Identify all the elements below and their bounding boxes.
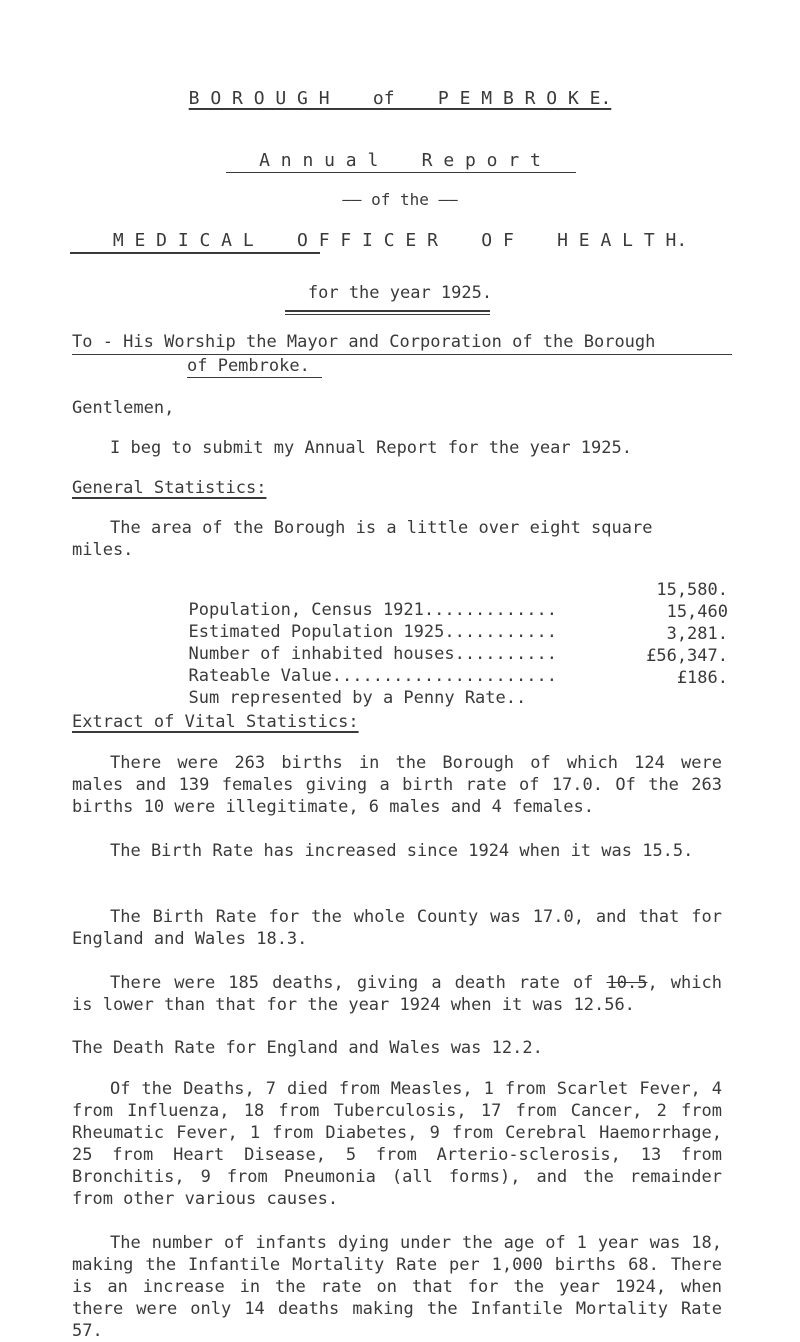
area-text: The area of the Borough is a little over eight square [110,518,653,538]
england-death-rate: The Death Rate for England and Wales was 12.2. [72,1038,543,1058]
year-underline-2 [285,314,490,315]
county-birth-rate-paragraph: The Birth Rate for the whole County was 17.0, and that for England and Wales 18.3. [72,907,722,949]
of-the-line: —— of the —— [342,190,458,209]
medical-officer-title: M E D I C A L O F F I C E R O F H E A L T H. [112,230,688,251]
birth-rate-increase-paragraph: The Birth Rate has increased since 1924 when it was 15.5. [110,841,694,861]
address-underline [72,354,732,355]
address-line-1: To - His Worship the Mayor and Corporation of the Borough [72,332,656,352]
births-paragraph: There were 263 births in the Borough of which 124 were males and 139 females giving a birth rate of 17.0. Of the 263 births 10 were illegitimate, 6 males and 4 females. [72,753,722,817]
stat-value: £186. [676,668,728,688]
year-line: for the year 1925. [307,283,493,303]
title-underline [226,172,576,173]
stat-value: £56,347. [646,646,728,666]
intro-text: I beg to submit my Annual Report for the year 1925. [110,438,632,458]
stat-label: Sum represented by a Penny Rate.. [188,688,527,708]
stat-value: 15,580. [656,580,728,600]
address-line-2: of Pembroke. [187,356,310,376]
area-text-2: miles. [72,540,134,560]
vital-statistics-heading: Extract of Vital Statistics: [72,712,359,732]
annual-report-title: A n n u a l R e p o r t [259,150,541,171]
causes-of-death-paragraph: Of the Deaths, 7 died from Measles, 1 from Scarlet Fever, 4 from Influenza, 18 from Tuberculosis, 17 from Cancer, 2 from Rheumatic Fever, 1 from Diabetes, 9 from Cerebral Haemorrhage, 25 from Heart Disease, 5 from Arterio-sclerosis, 13 from Bronchitis, 9 from Pneumonia (all forms), and the remainder from other various causes. [72,1079,722,1209]
struck-death-rate: 10.5 [606,973,648,993]
stat-label: Number of inhabited houses.......... [188,644,557,664]
stat-value: 3,281. [666,624,728,644]
year-underline [285,310,490,312]
borough-title: B O R O U G H of P E M B R O K E. [188,88,612,109]
salutation: Gentlemen, [72,398,175,418]
stat-value: 15,460 [666,602,728,622]
address-underline-2 [187,377,322,378]
stat-label: Rateable Value...................... [188,666,557,686]
deaths-text-end: , which is lower than that for the year 1924 when it was 12.56. [72,973,722,1015]
stat-label: Estimated Population 1925........... [188,622,557,642]
stat-label: Population, Census 1921............. [188,600,557,620]
medical-underline [70,252,320,254]
infant-mortality-paragraph: The number of infants dying under the age of 1 year was 18, making the Infantile Mortality Rate per 1,000 births 68. There is an increase in the rate on that for the year 1924, when there were only 14 deaths making the Infantile Mortality Rate 57. [72,1233,722,1341]
general-statistics-heading: General Statistics: [72,478,267,498]
deaths-text-start: There were 185 deaths, giving a death rate of [110,973,594,993]
deaths-paragraph [72,972,722,1016]
